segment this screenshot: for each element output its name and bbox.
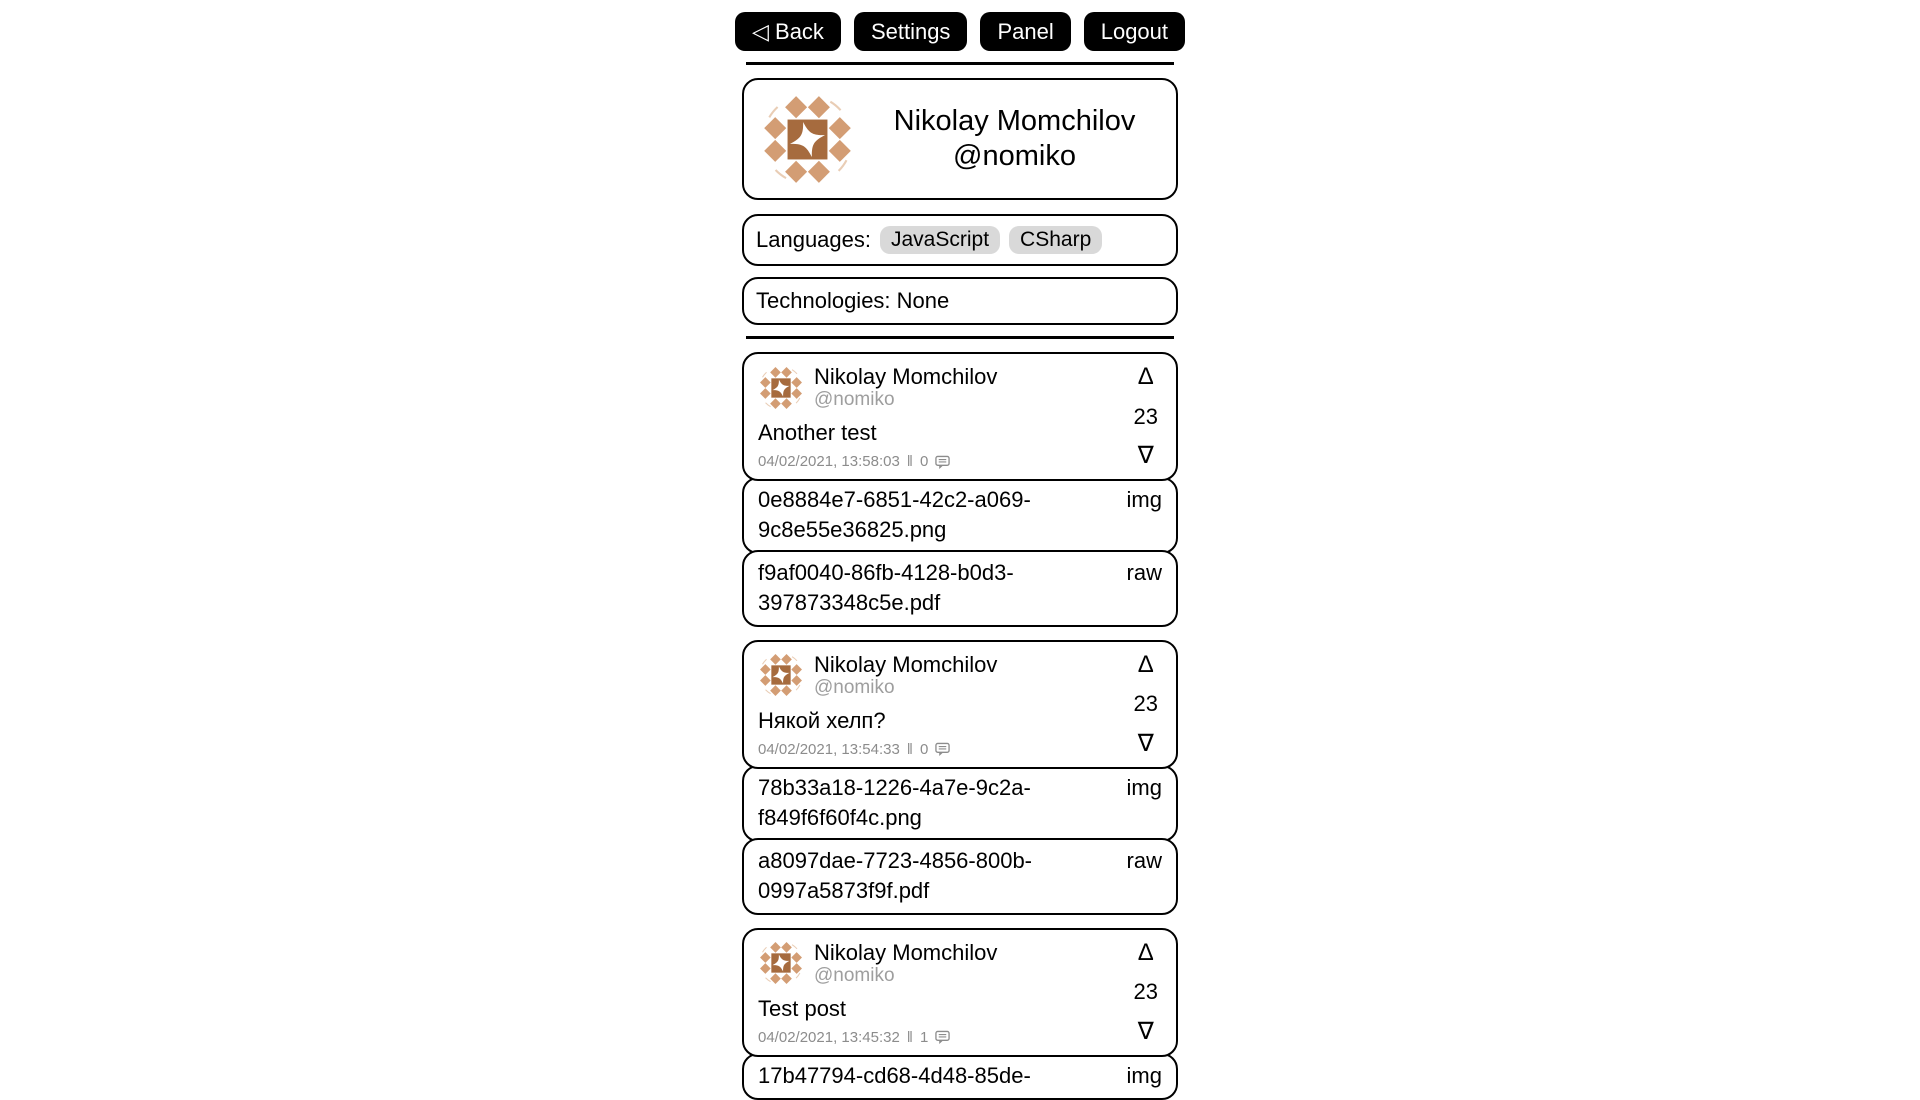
upvote-button[interactable]: Δ (1137, 938, 1154, 966)
languages-badges (880, 226, 1102, 254)
attachment-row[interactable] (742, 1053, 1178, 1100)
post-author-block (814, 364, 997, 411)
post-card (742, 640, 1178, 769)
post-timestamp: 04/02/2021, 13:45:32 (758, 1028, 900, 1046)
profile-handle: @nomiko (953, 140, 1076, 172)
attachment-type-label: raw (1126, 559, 1162, 585)
profile-name: Nikolay Momchilov (893, 104, 1136, 137)
post-author-block (814, 652, 997, 699)
meta-separator: ‖ (906, 453, 913, 471)
attachment-row[interactable] (742, 550, 1178, 627)
main-column (742, 0, 1178, 1100)
profile-avatar (760, 92, 855, 187)
comments-icon (935, 455, 950, 470)
meta-separator: ‖ (906, 740, 913, 758)
profile-card (742, 78, 1178, 200)
languages-label: Languages: (756, 227, 871, 252)
post-meta (758, 1029, 1162, 1046)
top-navigation (742, 0, 1178, 51)
profile-names (869, 104, 1160, 175)
vote-column (1133, 938, 1158, 1045)
vote-column (1133, 650, 1158, 757)
language-badge: JavaScript (880, 226, 1000, 254)
attachment-filename: 17b47794-cd68-4d48-85de- (758, 1062, 1031, 1088)
post-meta (758, 453, 1162, 470)
top-divider (746, 62, 1174, 65)
post-header (758, 364, 1162, 411)
post-group (742, 352, 1178, 627)
meta-separator: ‖ (906, 1028, 913, 1046)
downvote-button[interactable]: ∇ (1137, 442, 1154, 470)
post-author-name: Nikolay Momchilov (814, 651, 998, 677)
comment-count: 0 (920, 740, 929, 758)
post-author-name: Nikolay Momchilov (814, 939, 998, 965)
vote-count: 23 (1133, 691, 1158, 717)
technologies-label: Technologies: None (756, 288, 950, 313)
attachment-type-label: img (1126, 774, 1162, 800)
post-author-avatar (758, 365, 804, 411)
language-badge: CSharp (1009, 226, 1102, 254)
upvote-button[interactable]: Δ (1137, 650, 1154, 678)
attachment-row[interactable] (742, 477, 1178, 554)
post-timestamp: 04/02/2021, 13:54:33 (758, 740, 900, 758)
post-header (758, 652, 1162, 699)
post-meta (758, 741, 1162, 758)
attachment-type-label: raw (1126, 847, 1162, 873)
back-button[interactable]: ◁ Back (735, 12, 841, 51)
post-author-avatar (758, 652, 804, 698)
panel-button[interactable]: Panel (980, 12, 1070, 51)
downvote-button[interactable]: ∇ (1137, 1017, 1154, 1045)
vote-count: 23 (1133, 403, 1158, 429)
attachment-filename: 78b33a18-1226-4a7e-9c2a-f849f6f60f4c.png (758, 774, 1031, 830)
posts-list (742, 352, 1178, 1100)
attachment-type-label: img (1126, 1062, 1162, 1088)
attachment-row[interactable] (742, 765, 1178, 842)
post-title: Another test (758, 420, 877, 446)
post-author-name: Nikolay Momchilov (814, 364, 998, 389)
post-author-handle: @nomiko (814, 964, 895, 986)
post-card (742, 928, 1178, 1057)
attachment-type-label: img (1126, 487, 1162, 513)
attachment-filename: a8097dae-7723-4856-800b-0997a5873f9f.pdf (758, 847, 1033, 903)
post-author-avatar (758, 940, 804, 986)
comment-count: 0 (920, 453, 929, 471)
posts-divider (746, 336, 1174, 339)
post-header (758, 940, 1162, 987)
upvote-button[interactable]: Δ (1137, 363, 1154, 390)
vote-column (1134, 365, 1158, 468)
comments-icon (935, 742, 950, 757)
post-group (742, 640, 1178, 915)
attachment-filename: 0e8884e7-6851-42c2-a069-9c8e55e36825.png (758, 487, 1031, 543)
languages-card (742, 214, 1178, 266)
comments-icon (935, 1030, 950, 1045)
comment-count: 1 (920, 1028, 929, 1046)
post-card (742, 352, 1178, 481)
technologies-card (742, 277, 1178, 325)
post-timestamp: 04/02/2021, 13:58:03 (758, 453, 900, 471)
post-author-handle: @nomiko (814, 389, 895, 411)
post-author-handle: @nomiko (814, 677, 895, 699)
post-title: Някой хелп? (758, 707, 886, 733)
attachment-row[interactable] (742, 838, 1178, 915)
post-group (742, 928, 1178, 1100)
settings-button[interactable]: Settings (854, 12, 968, 51)
logout-button[interactable]: Logout (1084, 12, 1185, 51)
downvote-button[interactable]: ∇ (1137, 729, 1154, 757)
post-title: Test post (758, 995, 847, 1021)
vote-count: 23 (1133, 979, 1158, 1005)
attachment-filename: f9af0040-86fb-4128-b0d3-397873348c5e.pdf (758, 559, 1014, 615)
post-author-block (814, 940, 997, 987)
